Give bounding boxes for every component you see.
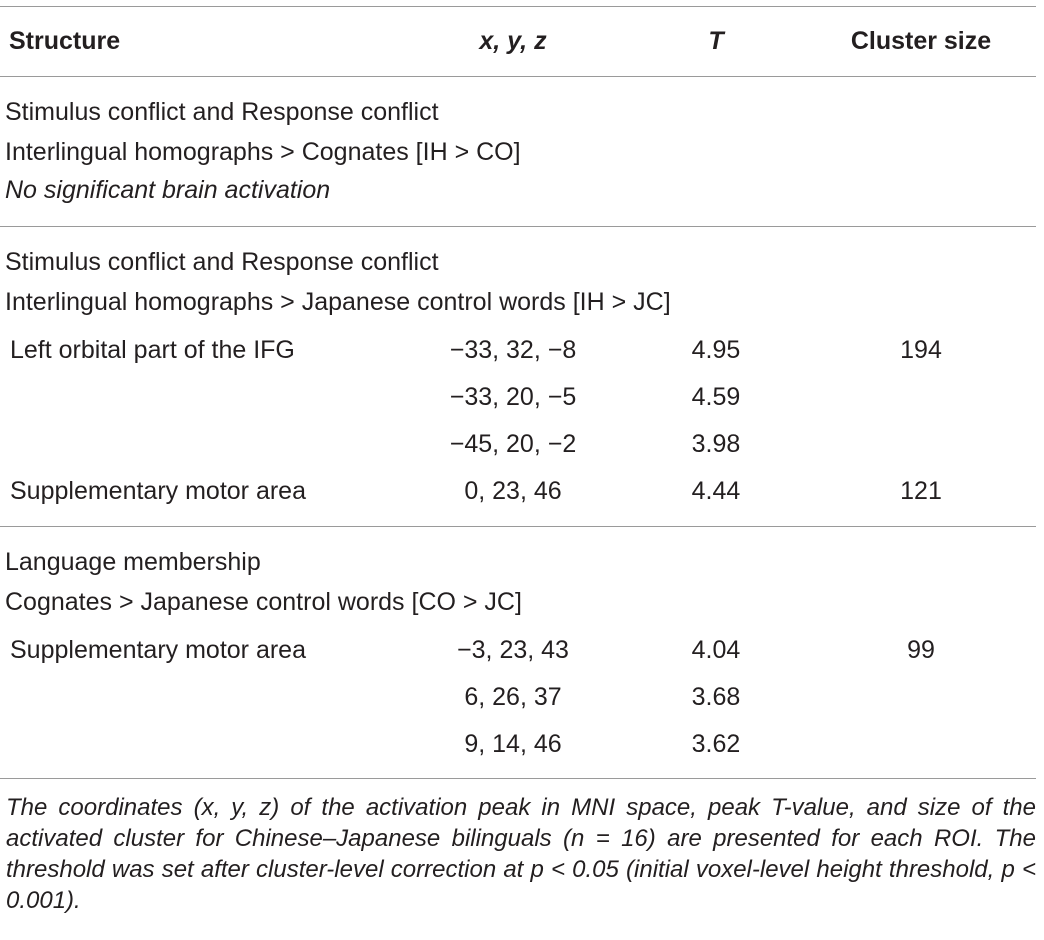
table-row-xyz: −45, 20, −2 (449, 430, 577, 458)
section-3-title: Language membership (5, 548, 261, 576)
table-row-structure: Supplementary motor area (10, 636, 306, 664)
section-1-title: Stimulus conflict and Response conflict (5, 98, 439, 126)
table-row-t: 4.04 (691, 636, 741, 664)
section-1-bottom-rule (0, 226, 1036, 227)
table-row-t: 3.98 (691, 430, 741, 458)
table-row-t: 3.62 (691, 730, 741, 758)
table-row-t: 4.59 (691, 383, 741, 411)
table-top-rule (0, 6, 1036, 7)
header-structure: Structure (9, 27, 121, 55)
section-2-bottom-rule (0, 526, 1036, 527)
table-row-t: 4.95 (691, 336, 741, 364)
header-bottom-rule (0, 76, 1036, 77)
table-row-cluster: 99 (907, 636, 935, 664)
header-xyz: x, y, z (479, 27, 547, 55)
table-row-xyz: −33, 32, −8 (449, 336, 577, 364)
table-row-xyz: −3, 23, 43 (457, 636, 569, 664)
table-bottom-rule (0, 778, 1036, 779)
table-row-cluster: 194 (900, 336, 942, 364)
table-row-structure: Left orbital part of the IFG (10, 336, 295, 364)
table-footnote: The coordinates (x, y, z) of the activation peak in MNI space, peak T-value, and size of the activated cluster for Chinese–Japanese bilinguals (n = 16) are presented for each ROI. The threshold was set after cluster-level correction at p < 0.05 (initial voxel-level height threshold, p < 0.001). (6, 794, 1036, 914)
table-row-xyz: 0, 23, 46 (464, 477, 562, 505)
table-row-cluster: 121 (900, 477, 942, 505)
table-row-xyz: 6, 26, 37 (464, 683, 562, 711)
header-cluster-size: Cluster size (850, 27, 992, 55)
section-1-contrast: Interlingual homographs > Cognates [IH > CO] (5, 138, 521, 166)
table-row-t: 3.68 (691, 683, 741, 711)
section-3-contrast: Cognates > Japanese control words [CO > JC] (5, 588, 522, 616)
header-t: T (708, 27, 724, 55)
section-2-title: Stimulus conflict and Response conflict (5, 248, 439, 276)
section-1-note: No significant brain activation (5, 176, 331, 204)
table-row-t: 4.44 (691, 477, 741, 505)
table-row-xyz: 9, 14, 46 (464, 730, 562, 758)
table-row-structure: Supplementary motor area (10, 477, 306, 505)
section-2-contrast: Interlingual homographs > Japanese control words [IH > JC] (5, 288, 671, 316)
table-row-xyz: −33, 20, −5 (449, 383, 577, 411)
